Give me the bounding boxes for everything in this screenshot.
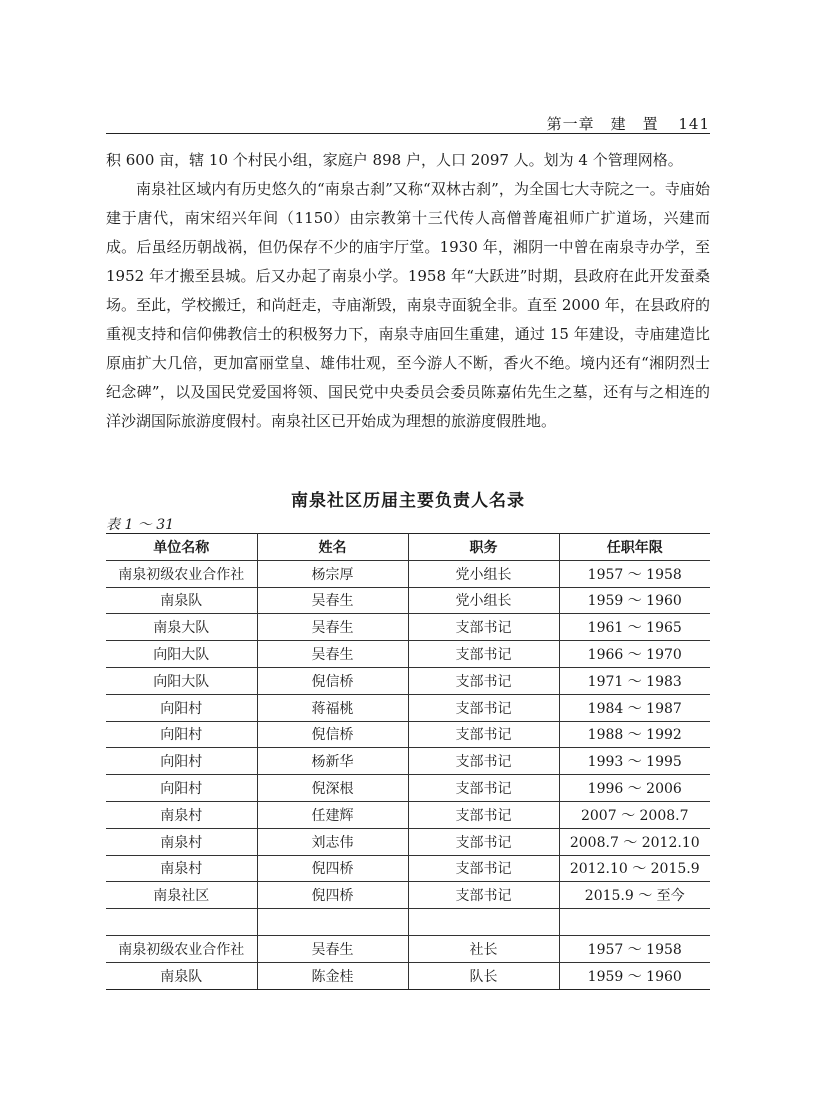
cell-unit: 南泉初级农业合作社 bbox=[106, 935, 257, 962]
table-row bbox=[106, 962, 710, 989]
cell-name: 杨新华 bbox=[257, 748, 408, 775]
cell-unit: 南泉村 bbox=[106, 801, 257, 828]
cell-term: 2015.9 ～ 至今 bbox=[559, 882, 710, 909]
cell-unit: 向阳村 bbox=[106, 775, 257, 802]
cell-term: 1959 ～ 1960 bbox=[559, 587, 710, 614]
table-row bbox=[106, 935, 710, 962]
cell-unit: 南泉村 bbox=[106, 855, 257, 882]
cell-name: 蒋福桃 bbox=[257, 694, 408, 721]
cell-unit: 南泉大队 bbox=[106, 614, 257, 641]
table-row bbox=[106, 614, 710, 641]
cell-term: 1993 ～ 1995 bbox=[559, 748, 710, 775]
cell-term: 2007 ～ 2008.7 bbox=[559, 801, 710, 828]
paragraph: 积 600 亩，辖 10 个村民小组，家庭户 898 户，人口 2097 人。划为 4 个管理网格。 bbox=[106, 151, 683, 169]
table-row bbox=[106, 882, 710, 909]
cell-position bbox=[408, 909, 559, 936]
cell-name: 倪深根 bbox=[257, 775, 408, 802]
cell-name: 倪信桥 bbox=[257, 721, 408, 748]
cell-name: 杨宗厚 bbox=[257, 560, 408, 587]
body-text bbox=[106, 146, 710, 436]
paragraph: 南泉社区域内有历史悠久的“南泉古刹”又称“双林古刹”，为全国七大寺院之一。寺庙始建于唐代，南宋绍兴年间（1150）由宗教第十三代传人高僧普庵祖师广扩道场，兴建而成。后虽经历朝战祸，但仍保存不少的庙宇厅堂。1930 年，湘阴一中曾在南泉寺办学，至 1952 年才搬至县城。后又办起了南泉小学。1958 年“大跃进”时期，县政府在此开发蚕桑场。至此，学校搬迁，和尚赶走，寺庙渐毁，南泉寺面貌全非。直至 2000 年，在县政府的重视支持和信仰佛教信士的积极努力下，南泉寺庙回生重建，通过 15 年建设，寺庙建造比原庙扩大几倍，更加富丽堂皇、雄伟壮观，至今游人不断，香火不绝。境内还有“湘阴烈士纪念碑”，以及国民党爱国将领、国民党中央委员会委员陈嘉佑先生之墓，还有与之相连的洋沙湖国际旅游度假村。南泉社区已开始成为理想的旅游度假胜地。 bbox=[106, 180, 710, 430]
table-row bbox=[106, 855, 710, 882]
cell-position: 支部书记 bbox=[408, 882, 559, 909]
header-name: 姓名 bbox=[257, 534, 408, 561]
table-label: 表 1 ～ 31 bbox=[106, 517, 175, 533]
cell-position: 支部书记 bbox=[408, 855, 559, 882]
cell-position: 支部书记 bbox=[408, 748, 559, 775]
cell-term: 2012.10 ～ 2015.9 bbox=[559, 855, 710, 882]
cell-position: 支部书记 bbox=[408, 667, 559, 694]
cell-term: 1988 ～ 1992 bbox=[559, 721, 710, 748]
cell-name: 吴春生 bbox=[257, 935, 408, 962]
table-row bbox=[106, 828, 710, 855]
cell-term bbox=[559, 909, 710, 936]
cell-name: 任建辉 bbox=[257, 801, 408, 828]
cell-name: 刘志伟 bbox=[257, 828, 408, 855]
table-row bbox=[106, 667, 710, 694]
cell-position: 支部书记 bbox=[408, 828, 559, 855]
cell-term: 1957 ～ 1958 bbox=[559, 935, 710, 962]
cell-unit: 向阳村 bbox=[106, 748, 257, 775]
cell-position: 党小组长 bbox=[408, 560, 559, 587]
cell-position: 支部书记 bbox=[408, 801, 559, 828]
cell-position: 社长 bbox=[408, 935, 559, 962]
header-position: 职务 bbox=[408, 534, 559, 561]
cell-term: 1996 ～ 2006 bbox=[559, 775, 710, 802]
cell-unit: 南泉初级农业合作社 bbox=[106, 560, 257, 587]
cell-position: 支部书记 bbox=[408, 614, 559, 641]
cell-unit: 向阳村 bbox=[106, 721, 257, 748]
table-row bbox=[106, 641, 710, 668]
cell-term: 1957 ～ 1958 bbox=[559, 560, 710, 587]
cell-position: 支部书记 bbox=[408, 694, 559, 721]
table-row bbox=[106, 694, 710, 721]
cell-name: 陈金桂 bbox=[257, 962, 408, 989]
table-row bbox=[106, 801, 710, 828]
cell-name: 倪四桥 bbox=[257, 882, 408, 909]
cell-name: 倪四桥 bbox=[257, 855, 408, 882]
cell-term: 1966 ～ 1970 bbox=[559, 641, 710, 668]
cell-name: 吴春生 bbox=[257, 641, 408, 668]
cell-term: 1984 ～ 1987 bbox=[559, 694, 710, 721]
header-unit: 单位名称 bbox=[106, 534, 257, 561]
running-header bbox=[106, 113, 710, 134]
table-row bbox=[106, 560, 710, 587]
cell-unit: 向阳大队 bbox=[106, 667, 257, 694]
cell-term: 1971 ～ 1983 bbox=[559, 667, 710, 694]
cell-term: 2008.7 ～ 2012.10 bbox=[559, 828, 710, 855]
table-header-row bbox=[106, 534, 710, 561]
leaders-table bbox=[106, 533, 710, 990]
cell-unit: 南泉队 bbox=[106, 962, 257, 989]
table-row bbox=[106, 748, 710, 775]
chapter-title: 第一章 建 置 bbox=[546, 115, 659, 133]
cell-unit: 南泉社区 bbox=[106, 882, 257, 909]
header-rule bbox=[106, 133, 710, 134]
cell-term: 1961 ～ 1965 bbox=[559, 614, 710, 641]
table-title: 南泉社区历届主要负责人名录 bbox=[291, 491, 525, 511]
cell-position: 支部书记 bbox=[408, 775, 559, 802]
cell-term: 1959 ～ 1960 bbox=[559, 962, 710, 989]
cell-position: 支部书记 bbox=[408, 641, 559, 668]
cell-position: 队长 bbox=[408, 962, 559, 989]
cell-unit bbox=[106, 909, 257, 936]
cell-name bbox=[257, 909, 408, 936]
cell-name: 吴春生 bbox=[257, 587, 408, 614]
table-row-empty bbox=[106, 909, 710, 936]
table-row bbox=[106, 721, 710, 748]
cell-name: 倪信桥 bbox=[257, 667, 408, 694]
table-row bbox=[106, 587, 710, 614]
cell-name: 吴春生 bbox=[257, 614, 408, 641]
cell-unit: 向阳村 bbox=[106, 694, 257, 721]
cell-unit: 南泉村 bbox=[106, 828, 257, 855]
cell-position: 支部书记 bbox=[408, 721, 559, 748]
page-number: 141 bbox=[678, 115, 710, 133]
cell-position: 党小组长 bbox=[408, 587, 559, 614]
header-term: 任职年限 bbox=[559, 534, 710, 561]
cell-unit: 南泉队 bbox=[106, 587, 257, 614]
cell-unit: 向阳大队 bbox=[106, 641, 257, 668]
table-row bbox=[106, 775, 710, 802]
